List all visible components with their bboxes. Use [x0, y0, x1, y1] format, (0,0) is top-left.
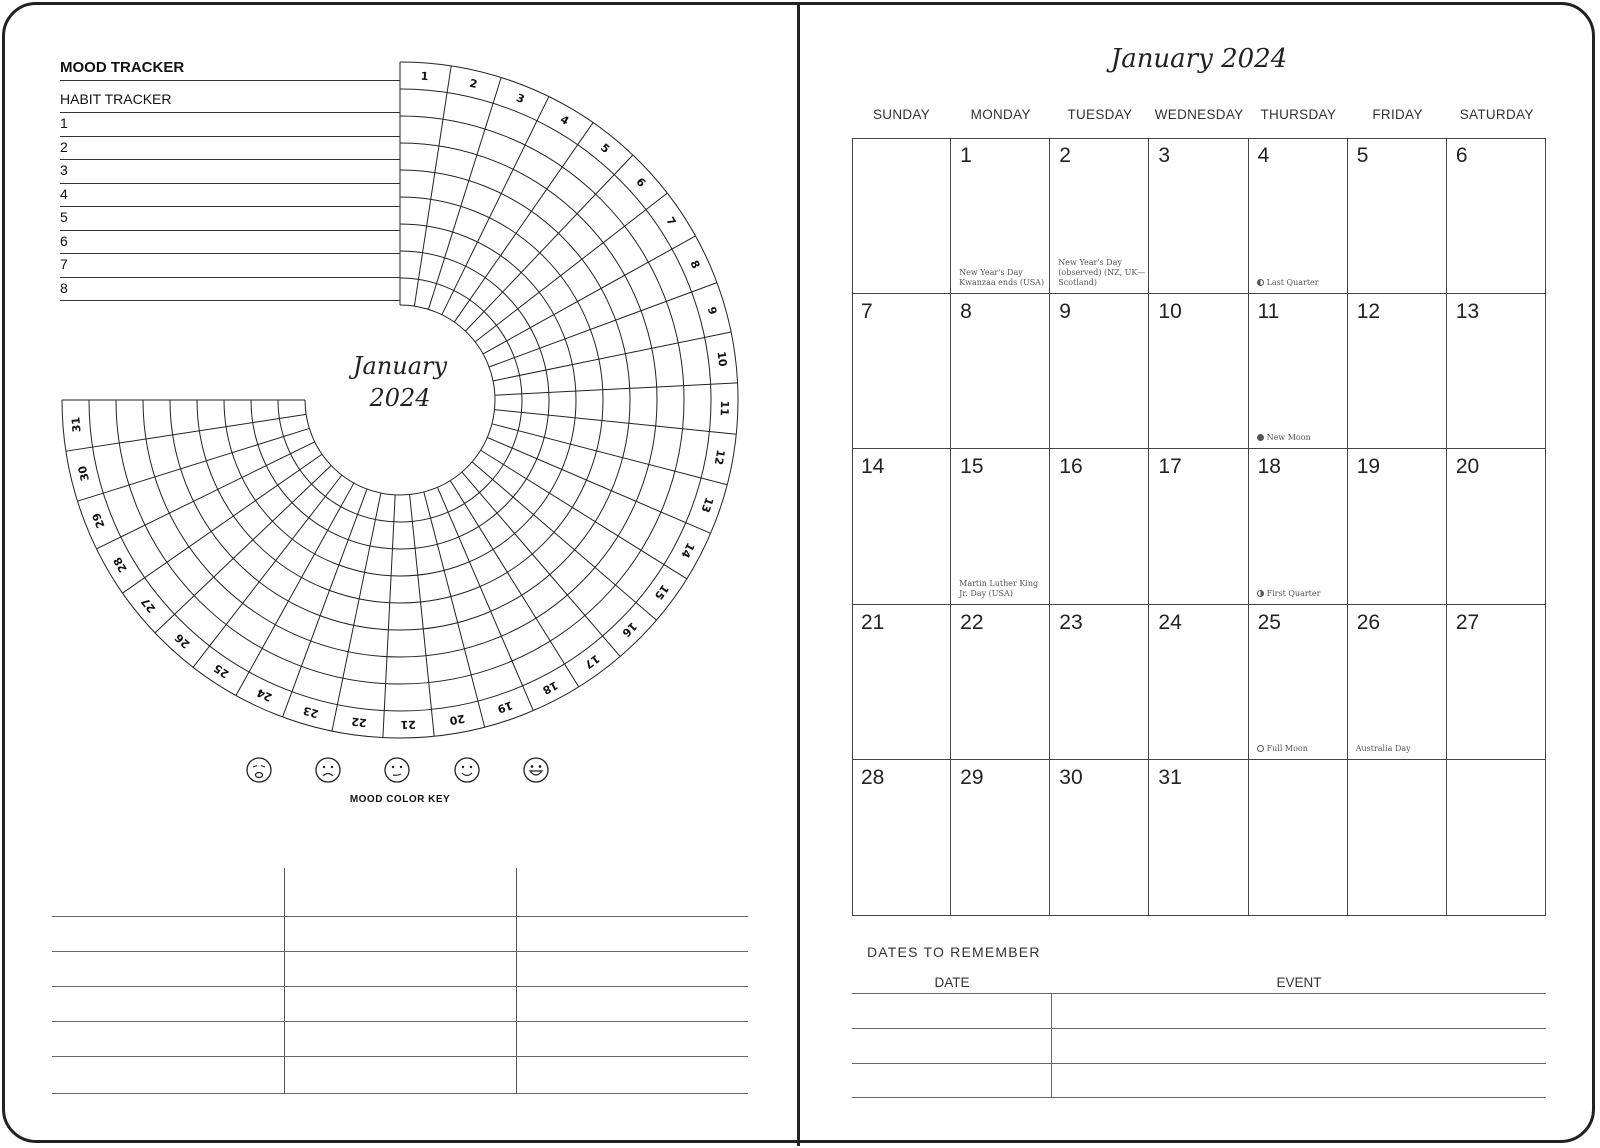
wheel-spoke [155, 465, 331, 632]
day-note [959, 579, 1047, 599]
calendar-day-cell[interactable] [852, 294, 951, 450]
calendar-day-cell[interactable] [1050, 138, 1149, 294]
wheel-spoke [428, 78, 501, 310]
wheel-spoke [414, 66, 451, 306]
calendar-day-cell[interactable] [951, 449, 1050, 605]
day-number: 28 [861, 766, 885, 790]
calendar-day-cell[interactable] [1249, 138, 1348, 294]
wheel-day-label: 24 [254, 685, 275, 704]
habit-row[interactable]: 1 [60, 112, 400, 137]
wheel-spoke [493, 332, 731, 381]
weekday-label: MONDAY [970, 107, 1031, 122]
dates-line [852, 993, 1546, 994]
day-number: 19 [1356, 455, 1381, 479]
wheel-day-label: 11 [717, 400, 732, 417]
wheel-spoke [66, 414, 306, 451]
weekday-label: TUESDAY [1067, 107, 1133, 122]
habit-tracker-title: HABIT TRACKER [60, 88, 400, 113]
wheel-day-label: 30 [75, 464, 92, 483]
wheel-spoke [75, 428, 310, 501]
dates-line[interactable] [852, 1063, 1546, 1064]
calendar-day-cell[interactable] [1447, 605, 1546, 761]
calendar-day-cell[interactable] [1149, 294, 1248, 450]
calendar-day-cell[interactable] [951, 760, 1050, 916]
sad-face-icon[interactable] [314, 756, 342, 784]
crying-face-icon[interactable] [245, 756, 273, 784]
calendar-day-cell[interactable] [1249, 449, 1348, 605]
grid-line [52, 1093, 748, 1094]
calendar-day-cell[interactable] [1149, 605, 1248, 761]
wheel-day-label: 20 [448, 711, 466, 728]
wheel-day-label: 29 [89, 510, 108, 530]
wheel-day-label: 21 [400, 717, 417, 732]
wheel-day-label: 13 [698, 495, 716, 515]
calendar-day-cell[interactable] [852, 760, 951, 916]
habit-row[interactable]: 2 [60, 136, 400, 161]
event-column-header: EVENT [1276, 975, 1322, 990]
day-number: 21 [861, 610, 885, 634]
calendar-day-cell[interactable] [1249, 760, 1348, 916]
wheel-day-label: 3 [514, 91, 527, 107]
grid-divider [284, 868, 285, 1094]
calendar-day-cell[interactable] [1348, 449, 1447, 605]
weekday-header [852, 107, 1546, 127]
wheel-day-label: 4 [558, 112, 572, 128]
wheel-day-label: 6 [633, 175, 649, 190]
wheel-day-label: 22 [350, 714, 368, 730]
calendar-day-cell[interactable] [1447, 294, 1546, 450]
wheel-spoke [410, 495, 435, 737]
day-number: 1 [960, 144, 972, 167]
habit-row[interactable]: 6 [60, 230, 400, 255]
weekday-label: THURSDAY [1260, 107, 1337, 122]
day-number: 23 [1059, 610, 1083, 634]
wheel-day-label: 16 [619, 619, 640, 640]
day-note-text: New Year's Day (observed) (NZ, UK—Scotland) [1058, 257, 1146, 287]
grid-line [52, 986, 748, 987]
smile-face-icon[interactable] [453, 756, 481, 784]
wheel-day-label: 18 [540, 678, 561, 697]
day-number: 25 [1257, 610, 1281, 634]
day-number: 26 [1356, 610, 1381, 634]
moon-phase-icon [1257, 745, 1264, 752]
day-number: 24 [1158, 610, 1182, 634]
weekday-label: SATURDAY [1459, 107, 1534, 122]
wheel-day-label: 12 [711, 448, 728, 466]
wheel-spoke [495, 410, 737, 435]
day-note-text: Full Moon [1266, 744, 1308, 754]
weekday-label: WEDNESDAY [1154, 107, 1244, 122]
grid-line [52, 1021, 748, 1022]
wheel-spoke [332, 493, 381, 731]
day-number: 7 [861, 299, 873, 323]
wheel-day-label: 14 [678, 540, 697, 561]
day-number: 9 [1059, 299, 1071, 323]
wheel-day-label: 5 [597, 141, 613, 156]
calendar-day-cell[interactable] [1149, 449, 1248, 605]
dates-to-remember-heading: DATES TO REMEMBER [867, 944, 1041, 960]
wheel-day-label: 8 [687, 258, 703, 271]
day-note [1356, 744, 1444, 754]
date-column-header: DATE [934, 975, 970, 990]
wheel-day-label: 9 [704, 305, 720, 317]
day-number: 16 [1059, 455, 1083, 479]
habit-row[interactable]: 7 [60, 253, 400, 278]
dates-line[interactable] [852, 1028, 1546, 1029]
day-note-text: First Quarter [1266, 588, 1321, 598]
wheel-spoke [462, 472, 620, 656]
day-number: 11 [1257, 299, 1280, 323]
day-note [959, 268, 1047, 288]
day-number: 4 [1257, 144, 1270, 167]
wheel-day-label: 26 [172, 630, 193, 651]
day-number: 15 [960, 455, 984, 479]
day-number: 18 [1257, 455, 1281, 479]
day-number: 5 [1356, 144, 1369, 167]
day-note-text: Last Quarter [1266, 277, 1319, 287]
calendar-day-cell[interactable] [951, 605, 1050, 761]
day-note-text: New Year's Day Kwanzaa ends (USA) [959, 267, 1045, 287]
wheel-day-label: 1 [420, 69, 429, 84]
wheel-day-label: 17 [582, 651, 603, 672]
wheel-day-label: 23 [301, 703, 320, 721]
calendar-day-cell[interactable] [852, 449, 951, 605]
day-number: 17 [1158, 455, 1182, 479]
day-note-text: Australia Day [1355, 744, 1411, 754]
notes-grid[interactable] [52, 868, 748, 1096]
wheel-spoke [472, 462, 656, 620]
wheel-day-label: 19 [495, 698, 515, 716]
calendar-day-cell[interactable] [1249, 605, 1348, 761]
wheel-day-label: 28 [110, 554, 130, 575]
dates-line[interactable] [852, 1097, 1546, 1098]
day-number: 10 [1158, 299, 1182, 323]
habit-row[interactable]: 8 [60, 277, 400, 302]
wheel-day-label: 31 [69, 416, 84, 433]
calendar-month-title: January 2024 [1110, 44, 1288, 74]
calendar-day-cell[interactable] [951, 294, 1050, 450]
wheel-day-label: 10 [714, 350, 730, 368]
moon-phase-icon [1257, 279, 1264, 286]
dates-divider [1051, 993, 1052, 1097]
calendar-day-cell[interactable] [1050, 760, 1149, 916]
wheel-spoke [495, 383, 738, 395]
moon-phase-icon [1257, 590, 1264, 597]
calendar-day-cell[interactable] [1249, 294, 1348, 450]
grid-divider [516, 868, 517, 1094]
day-note [1257, 744, 1345, 754]
grid-line [52, 916, 748, 917]
calendar-day-cell[interactable] [1050, 605, 1149, 761]
wheel-day-label: 2 [468, 76, 479, 92]
weekday-label: FRIDAY [1372, 107, 1423, 122]
wheel-title-month: January [352, 352, 448, 380]
calendar-day-cell[interactable] [852, 605, 951, 761]
day-number: 31 [1158, 766, 1182, 790]
wheel-spoke [450, 481, 579, 687]
day-note-text: New Moon [1266, 433, 1311, 443]
calendar-day-cell[interactable] [1050, 449, 1149, 605]
grid-line [52, 951, 748, 952]
wheel-spoke [283, 489, 367, 717]
wheel-day-label: 7 [663, 214, 679, 229]
calendar-day-cell[interactable] [1447, 760, 1546, 916]
wheel-day-label: 25 [211, 661, 232, 681]
calendar-day-cell[interactable] [951, 138, 1050, 294]
neutral-face-icon[interactable] [383, 756, 411, 784]
calendar-day-cell[interactable] [1348, 138, 1447, 294]
day-number: 22 [960, 610, 984, 634]
weekday-label: SUNDAY [872, 107, 931, 122]
day-note [1257, 589, 1345, 599]
moon-phase-icon [1257, 434, 1264, 441]
mood-key [230, 756, 570, 796]
day-note [1058, 258, 1146, 288]
wheel-day-label: 15 [651, 582, 672, 603]
calendar-day-cell[interactable] [1447, 138, 1546, 294]
calendar-day-cell[interactable] [1348, 760, 1447, 916]
day-number: 12 [1356, 299, 1381, 323]
wheel-spoke [383, 495, 395, 738]
grid-line [52, 1056, 748, 1057]
calendar-day-cell[interactable] [1149, 760, 1248, 916]
mood-tracker-title: MOOD TRACKER [60, 56, 400, 81]
day-number: 13 [1455, 299, 1480, 323]
day-number: 8 [960, 299, 972, 323]
calendar-day-cell[interactable] [852, 138, 951, 294]
wheel-title-year: 2024 [369, 384, 431, 412]
calendar-day-cell[interactable] [1348, 605, 1447, 761]
calendar-day-cell[interactable] [1348, 294, 1447, 450]
habit-row[interactable]: 5 [60, 206, 400, 231]
day-note-text: Martin Luther King Jr. Day (USA) [959, 578, 1039, 598]
day-number: 20 [1455, 455, 1480, 479]
calendar-day-cell[interactable] [1149, 138, 1248, 294]
calendar-day-cell[interactable] [1447, 449, 1546, 605]
day-number: 30 [1059, 766, 1083, 790]
wheel-title [330, 350, 470, 414]
wheel-day-label: 27 [138, 595, 159, 616]
day-number: 2 [1059, 144, 1071, 167]
day-number: 27 [1455, 610, 1480, 634]
wheel-spoke [465, 155, 632, 331]
habit-row[interactable]: 4 [60, 183, 400, 208]
wheel-spoke [481, 450, 687, 579]
day-number: 3 [1158, 144, 1171, 167]
calendar-day-cell[interactable] [1050, 294, 1149, 450]
day-number: 29 [960, 766, 984, 790]
mood-color-key-label: MOOD COLOR KEY [349, 794, 451, 805]
wheel-spoke [489, 283, 717, 367]
day-note [1257, 433, 1345, 443]
happy-face-icon[interactable] [522, 756, 550, 784]
day-number: 6 [1455, 144, 1468, 167]
habit-row[interactable]: 3 [60, 159, 400, 184]
day-number: 14 [861, 455, 885, 479]
calendar-grid [852, 138, 1546, 916]
day-note [1257, 278, 1345, 288]
